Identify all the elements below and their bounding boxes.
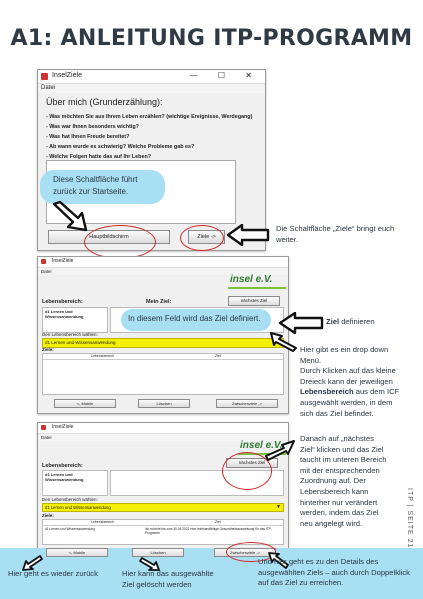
question-item: - Ab wann wurde es schwierig? Welche Probleme gab es? [46,144,195,150]
details-button[interactable]: Zwischenziele -> [216,399,278,408]
area-dropdown[interactable] [42,503,284,512]
insel-logo: insel e.V. [230,274,273,285]
annotation-line: Menü. [300,355,322,365]
annotation-details: Und hier geht es zu den Details des ausgewählten Ziels – auch durch Doppelklick auf das Ziel zu erreichen. [258,557,410,588]
annotation-bold: Ziel [326,317,340,326]
app-icon [41,73,48,80]
select-label: Den Lebensbereich wählen: [42,332,98,337]
bubble-text: Diese Schaltfläche führt zurück zur Startseite. [53,175,138,196]
menu-datei[interactable]: Datei [38,268,288,275]
annotation-delete: Hier kann das ausgewählte Ziel gelöscht werden [122,569,214,589]
logo-stripe [228,287,286,289]
highlight-circle [180,225,224,251]
table-row[interactable] [43,526,283,540]
annotation-line: Hier gibt es ein drop down [300,345,389,354]
area-label: Lebensbereich: [42,299,83,305]
annotation-goals-button: Die Schaltfläche „Ziele“ bringt euch weiter. [276,224,395,244]
window-goals-define [37,256,289,414]
area-dropdown[interactable] [42,338,284,348]
page-footer: ITP | SEITE 21 [406,488,413,549]
column-header: Lebensbereich [91,354,114,358]
dropdown-value: d1 Lernen und Wissensanwendung [45,340,116,345]
goals-table [42,353,284,395]
annotation-define-goal [326,317,375,328]
select-label: Den Lebensbereich wählen: [42,497,98,502]
annotation-next-goal [300,434,405,529]
arrow-icon [226,224,271,246]
annotation-line: Dreieck kann der jeweiligen [300,376,393,386]
annotation-line: Zuordnung auf. Der [300,476,366,486]
question-item: - Was war Ihnen besonders wichtig? [46,124,139,130]
area-label: Lebensbereich: [42,463,83,469]
delete-button[interactable]: Löschen [132,548,184,557]
area-value-box [42,470,108,496]
table-header [43,354,283,360]
row-area: d1 Lernen und Wissensanwendung [45,527,95,531]
app-icon [41,259,46,264]
info-bubble-goal [121,309,271,331]
annotation-line: ausgewählt werden, in dem [300,397,393,407]
arrow-icon [50,200,95,236]
window-controls[interactable]: — ☐ ✕ [189,71,261,80]
annotation-line: sich das Ziel befindet. [300,408,374,418]
arrow-icon [262,438,296,462]
annotation-line: hinterher nur verändert [300,497,378,507]
dropdown-triangle-icon[interactable]: ▼ [276,504,281,510]
goals-list-label: Ziele: [42,513,54,518]
title-bar [38,423,288,434]
next-goal-button[interactable]: nächstes Ziel [226,458,278,468]
area-value: d1 Lernen und Wissensanwendung [45,472,84,482]
arrow-icon [268,330,300,352]
details-button[interactable]: Zwischenziele -> [214,548,276,557]
page-title: A1: ANLEITUNG ITP-PROGRAMM [10,26,413,51]
window-goals-list [37,422,289,560]
annotation-bold: Lebensbereich [300,387,354,397]
area-value-box [42,307,108,333]
annotation-line: Danach auf „nächstes [300,434,374,443]
annotation-line: werden, indem das Ziel [300,508,379,518]
annotation-line: Lebensbereich kann [300,486,369,496]
about-heading: Über mich (Grunderzählung): [46,97,163,107]
annotation-line: Durch Klicken auf das kleine [300,366,396,376]
window-title: InselZiele [52,258,74,264]
goals-list-label: Ziele: [42,347,54,352]
menu-datei[interactable]: Datei [38,84,265,93]
app-icon [41,425,46,430]
dropdown-value: d1 Lernen und Wissensanwendung [45,505,111,510]
column-header: Ziel [215,520,221,524]
delete-button[interactable]: Löschen [138,399,190,408]
goal-label: Mein Ziel: [146,299,172,305]
annotation-dropdown [300,345,418,419]
area-value: d1 Lernen und Wissensanwendung [45,309,84,319]
info-bubble-home [40,170,165,204]
annotation-text: definieren [339,317,375,326]
annotation-text: aus dem ICF [353,387,400,397]
title-bar [38,257,288,268]
insel-logo: insel e.V. [240,440,283,451]
row-goal: Ich möchte bis zum 30.04.2022 eine lesbhandfähige Gesundheitsausweisung für das ITP-Programm [145,527,272,535]
menu-datei[interactable]: Datei [38,434,288,441]
question-item: - Was hat Ihnen Freude bereitet? [46,134,130,140]
annotation-line: neu angelegt wird. [300,518,363,528]
back-button[interactable]: <- Mobile [54,399,116,408]
annotation-back: Hier geht es wieder zurück [8,569,98,578]
question-item: - Welche Folgen hatte das auf Ihr Leben? [46,154,152,160]
annotation-line: taucht im unteren Bereich [300,455,387,465]
annotation-line: Ziel“ klicken und das Ziel [300,444,384,454]
window-title: InselZiele [52,424,74,430]
question-list [46,112,252,162]
window-title: InselZiele [52,72,82,79]
goals-button[interactable]: Ziele -> [188,230,225,244]
home-button[interactable]: Hauptbildschirm [48,230,170,244]
question-item: - Was möchten Sie aus Ihrem Leben erzählen? (wichtige Ereignisse, Werdegang) [46,114,253,120]
title-bar [38,70,265,84]
next-goal-button[interactable]: nächstes Ziel [228,296,280,306]
bubble-text: In diesem Feld wird das Ziel definiert. [128,314,261,323]
annotation-line: mit der entsprechenden [300,465,380,475]
column-header: Ziel [215,354,221,358]
column-header: Lebensbereich [91,520,114,524]
back-button[interactable]: <- Mobile [46,548,108,557]
